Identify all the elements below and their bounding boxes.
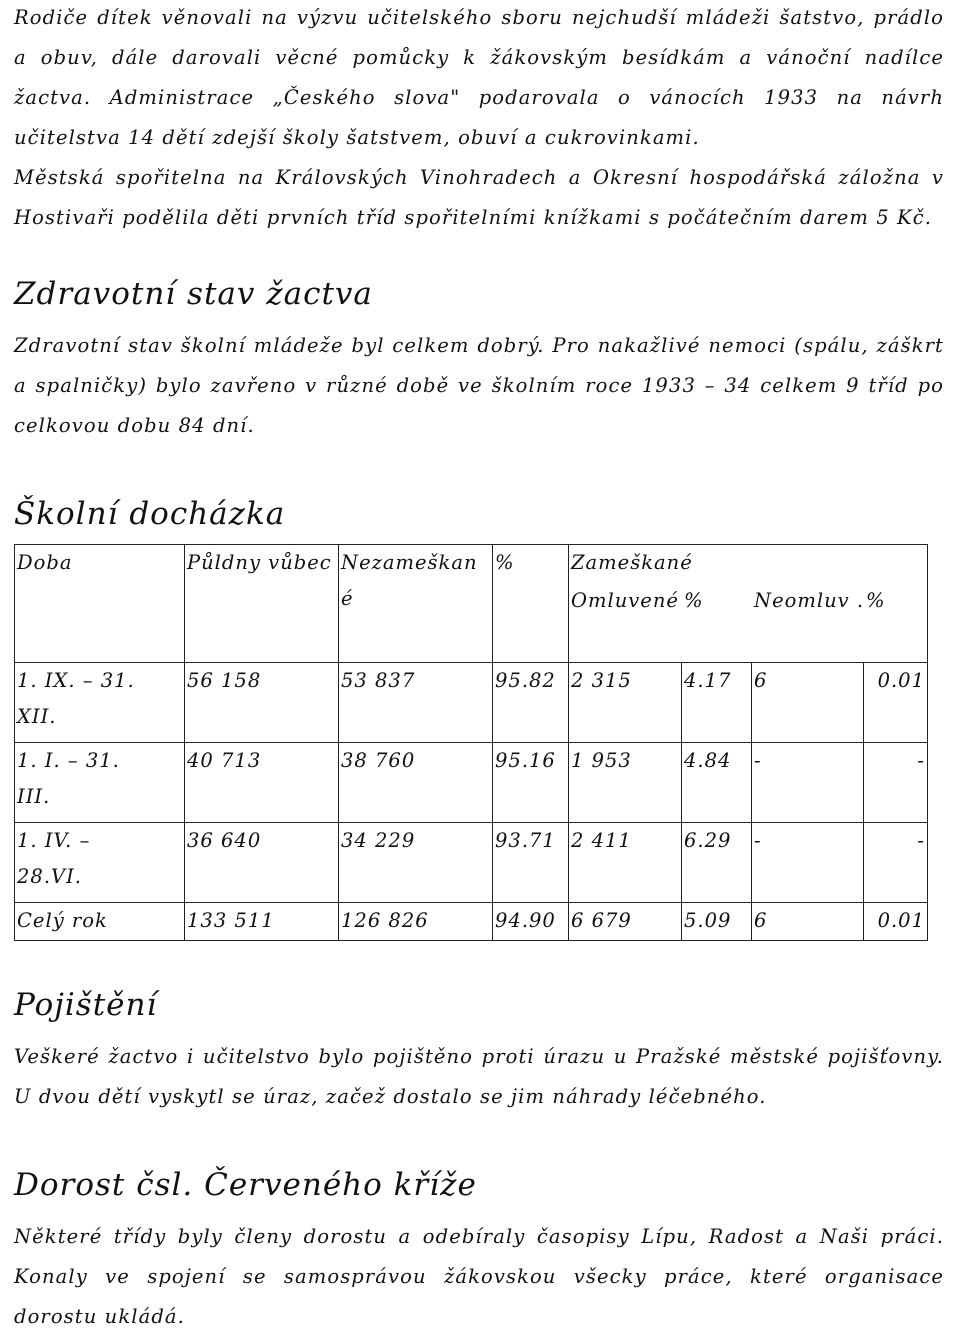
header-pct: % [493, 545, 569, 663]
header-unexcused: Neomluv . [754, 589, 865, 612]
insurance-heading: Pojištění [14, 987, 158, 1023]
cell-unexcused-pct: - [864, 823, 928, 903]
cell-unexcused: - [752, 823, 864, 903]
header-not-missed: Nezameškan é [339, 545, 493, 663]
cell-unexcused-pct: 0.01 [864, 903, 928, 941]
cell-half-days: 133 511 [185, 903, 339, 941]
health-heading: Zdravotní stav žactva [14, 276, 373, 312]
cell-unexcused: 6 [752, 903, 864, 941]
header-missed-subtable [571, 583, 930, 619]
cell-not-missed: 126 826 [339, 903, 493, 941]
cell-pct: 93.71 [493, 823, 569, 903]
cell-excused: 1 953 [569, 743, 682, 823]
header-excused: Omluvené [571, 589, 679, 612]
cell-pct: 95.82 [493, 663, 569, 743]
header-missed: Zameškané [571, 551, 693, 574]
cell-period: 1. IX. – 31. XII. [15, 663, 185, 743]
cell-excused-pct: 4.17 [682, 663, 752, 743]
cell-period: 1. I. – 31. III. [15, 743, 185, 823]
table-row [15, 823, 928, 903]
header-period: Doba [15, 545, 185, 663]
cell-excused-pct: 6.29 [682, 823, 752, 903]
cell-excused-pct: 5.09 [682, 903, 752, 941]
document-page [14, 0, 944, 1337]
table-row [15, 663, 928, 743]
health-paragraph: Zdravotní stav školní mládeže byl celkem dobrý. Pro nakažlivé nemoci (spálu, záškrt a spalničky) bylo zavřeno v různé době ve školním roce 1933 – 34 celkem 9 tříd po celkovou dobu 84 dní. [14, 334, 944, 437]
cell-half-days: 40 713 [185, 743, 339, 823]
table-header-row [15, 545, 928, 663]
cell-half-days: 56 158 [185, 663, 339, 743]
header-missed-group [569, 545, 928, 663]
cell-not-missed: 53 837 [339, 663, 493, 743]
header-half-days: Půldny vůbec [185, 545, 339, 663]
cell-unexcused: - [752, 743, 864, 823]
red-cross-paragraph: Některé třídy byly členy dorostu a odebíraly časopisy Lípu, Radost a Naši práci. Konaly ve spojení se samosprávou žákovskou všecky práce, které organisace dorostu ukládá. [14, 1225, 944, 1328]
cell-unexcused-pct: 0.01 [864, 663, 928, 743]
cell-excused: 2 315 [569, 663, 682, 743]
cell-half-days: 36 640 [185, 823, 339, 903]
cell-pct: 94.90 [493, 903, 569, 941]
attendance-table [14, 544, 928, 941]
table-row [15, 743, 928, 823]
header-unexcused-pct: % [866, 589, 886, 612]
cell-period: 1. IV. – 28.VI. [15, 823, 185, 903]
cell-excused: 6 679 [569, 903, 682, 941]
red-cross-heading: Dorost čsl. Červeného kříže [14, 1167, 477, 1203]
cell-pct: 95.16 [493, 743, 569, 823]
intro-paragraph-2: Městská spořitelna na Královských Vinohradech a Okresní hospodářská záložna v Hostivaři podělila děti prvních tříd spořitelními knížkami s počátečním darem 5 Kč. [14, 166, 944, 229]
cell-not-missed: 38 760 [339, 743, 493, 823]
cell-period: Celý rok [15, 903, 185, 941]
insurance-paragraph: Veškeré žactvo i učitelstvo bylo pojištěno proti úrazu u Pražské městské pojišťovny. U dvou dětí vyskytl se úraz, začež dostalo se jim náhrady léčebného. [14, 1045, 944, 1108]
cell-not-missed: 34 229 [339, 823, 493, 903]
cell-unexcused: 6 [752, 663, 864, 743]
intro-paragraph-1: Rodiče dítek věnovali na výzvu učitelského sboru nejchudší mládeži šatstvo, prádlo a obuv, dále darovali věcné pomůcky k žákovským besídkám a vánoční nadílce žactva. Administrace „Českého slova" podarovala o vánocích 1933 na návrh učitelstva 14 dětí zdejší školy šatstvem, obuví a cukrovinkami. [14, 6, 944, 149]
cell-excused: 2 411 [569, 823, 682, 903]
attendance-heading: Školní docházka [14, 496, 286, 532]
cell-unexcused-pct: - [864, 743, 928, 823]
header-excused-pct: % [684, 589, 704, 612]
cell-excused-pct: 4.84 [682, 743, 752, 823]
table-row-total [15, 903, 928, 941]
